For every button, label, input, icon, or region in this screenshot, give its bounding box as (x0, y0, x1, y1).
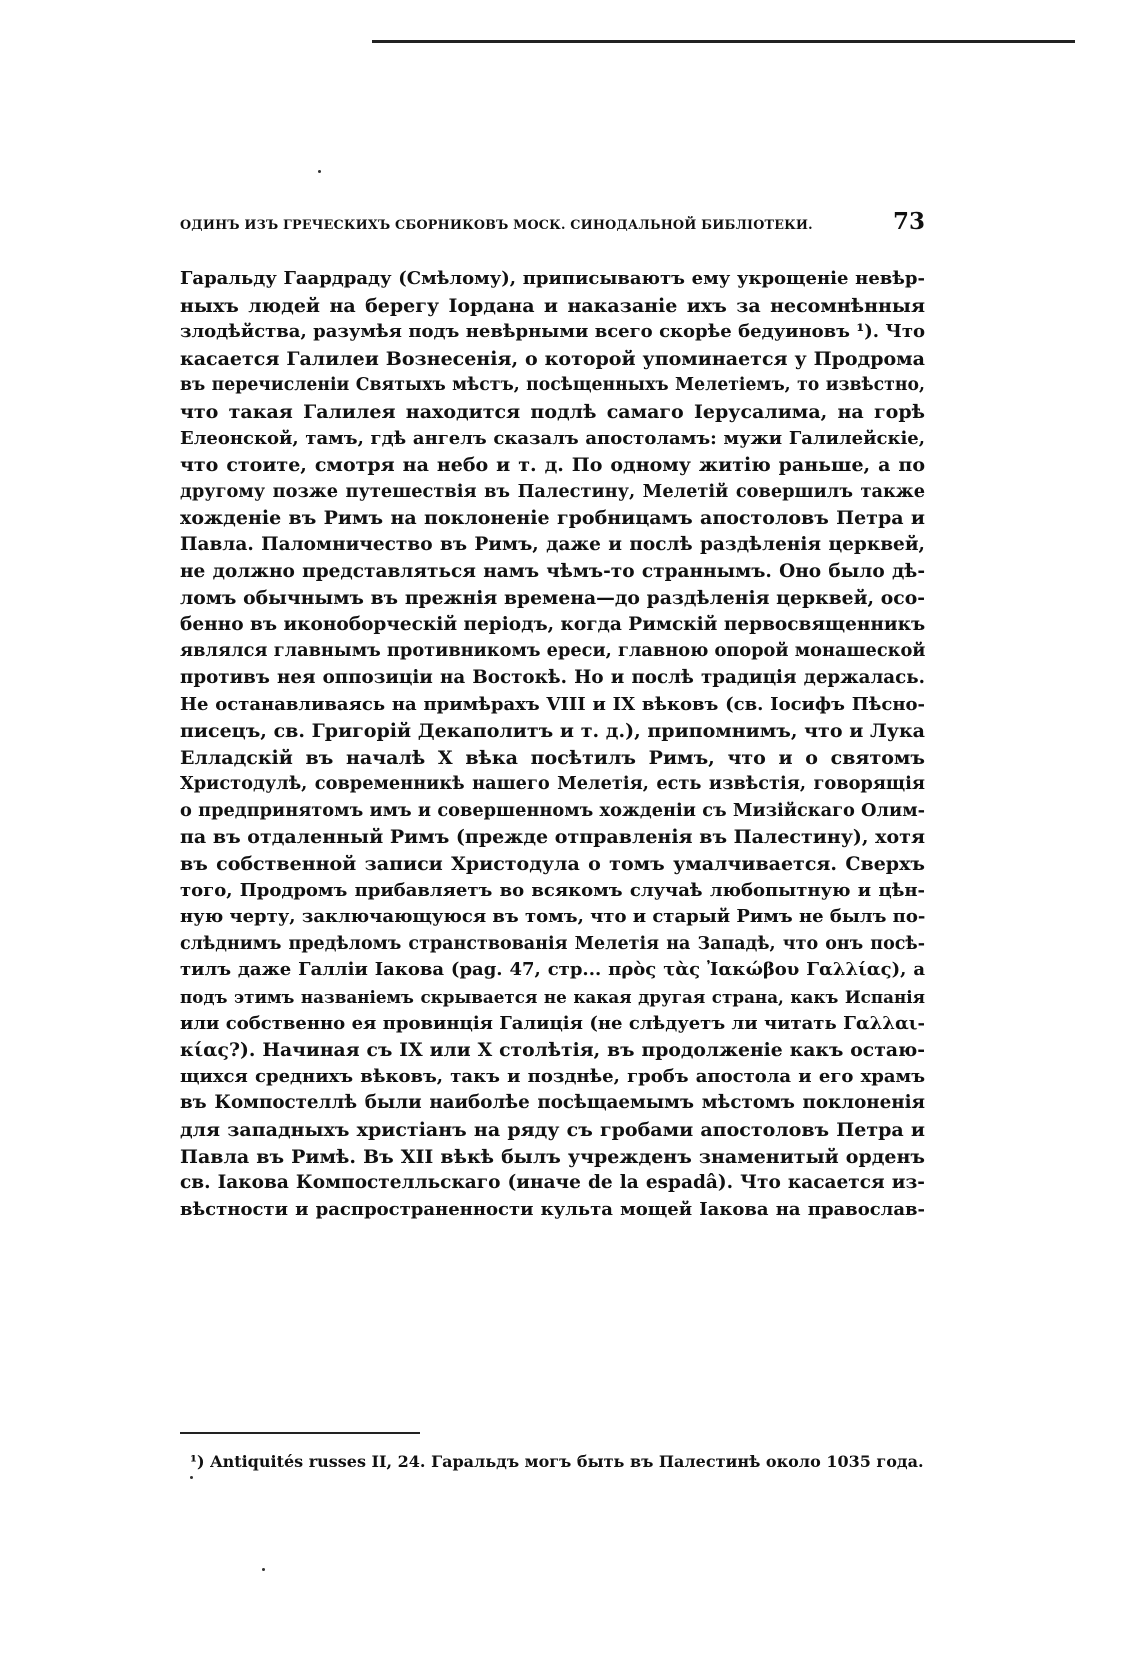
text-line: ныхъ людей на берегу Іордана и наказаніе ихъ за несомнѣнныя (180, 294, 925, 317)
text-line: злодѣйства, разумѣя подъ невѣрными всего скорѣе бедуиновъ ¹). Что (180, 321, 925, 343)
text-line: па въ отдаленный Римъ (прежде отправленія въ Палестину), хотя (180, 826, 925, 849)
text-line: что такая Галилея находится подлѣ самаго Іерусалима, на горѣ (180, 400, 925, 423)
text-line: щихся среднихъ вѣковъ, такъ и позднѣе, гробъ апостола и его храмъ (180, 1065, 925, 1087)
text-line: противъ нея оппозиціи на Востокѣ. Но и послѣ традиція держалась. (180, 666, 925, 688)
text-line: бенно въ иконоборческій періодъ, когда Римскій первосвященникъ (180, 613, 925, 635)
text-line: Елладскій въ началѣ X вѣка посѣтилъ Римъ, что и о святомъ (180, 746, 925, 769)
running-head: ОДИНЪ ИЗЪ ГРЕЧЕСКИХЪ СБОРНИКОВЪ МОСК. СИНОДАЛЬНОЙ БИБЛІОТЕКИ. (180, 218, 813, 233)
text-line: Елеонской, тамъ, гдѣ ангелъ сказалъ апостоламъ: мужи Галилейскіе, (180, 427, 925, 449)
page-number: 73 (892, 208, 925, 235)
text-line: писецъ, св. Григорій Декаполитъ и т. д.), припомнимъ, что и Лука (180, 720, 925, 743)
text-line: ную черту, заключающуюся въ томъ, что и старый Римъ не былъ по- (180, 906, 925, 928)
text-line: о предпринятомъ имъ и совершенномъ хожденіи съ Мизійскаго Олим- (180, 799, 925, 821)
text-line: κίας?). Начиная съ IX или X столѣтія, въ продолженіе какъ остаю- (180, 1039, 925, 1062)
text-line: въ перечисленіи Святыхъ мѣстъ, посѣщенныхъ Мелетіемъ, то извѣстно, (180, 375, 925, 396)
text-line: являлся главнымъ противникомъ ереси, главною опорой монашеской (180, 640, 925, 662)
print-speck (190, 1476, 193, 1479)
top-rule (372, 40, 1075, 43)
text-line: Павла. Паломничество въ Римъ, даже и послѣ раздѣленія церквей, (180, 533, 925, 555)
text-line: или собственно ея провинція Галиція (не слѣдуетъ ли читать Γαλλαι- (180, 1012, 925, 1034)
text-line: для западныхъ христіанъ на ряду съ гробами апостоловъ Петра и (180, 1119, 925, 1141)
text-line: вѣстности и распространенности культа мощей Іакова на православ- (180, 1198, 925, 1220)
text-line: тилъ даже Галліи Іакова (pag. 47, стр... πρὸς τὰς Ἰακώβου Γαλλίας), а (180, 959, 925, 981)
text-line: св. Іакова Компостелльскаго (иначе de la espadâ). Что касается из- (180, 1172, 925, 1194)
text-line: подъ этимъ названіемъ скрывается не какая другая страна, какъ Испанія (180, 987, 925, 1008)
text-line: другому позже путешествія въ Палестину, Мелетій совершилъ также (180, 480, 925, 502)
page-header (180, 208, 925, 248)
text-line: въ собственной записи Христодула о томъ умалчивается. Сверхъ (180, 853, 925, 876)
print-speck (318, 170, 321, 173)
text-line: Христодулѣ, современникѣ нашего Мелетія, есть извѣстія, говорящія (180, 773, 925, 795)
text-line: что стоите, смотря на небо и т. д. По одному житію раньше, а по (180, 454, 925, 477)
text-line: Гаральду Гаардраду (Смѣлому), приписываютъ ему укрощеніе невѣр- (180, 268, 925, 289)
footnote: ¹) Antiquités russes II, 24. Гаральдъ могъ быть въ Палестинѣ около 1035 года. (190, 1452, 924, 1471)
body-text (180, 266, 925, 1223)
footnote-rule (180, 1432, 420, 1434)
text-line: касается Галилеи Вознесенія, о которой упоминается у Продрома (180, 347, 925, 370)
print-speck (262, 1568, 265, 1571)
text-line: Не останавливаясь на примѣрахъ VIII и IX вѣковъ (св. Іосифъ Пѣсно- (180, 693, 925, 715)
text-line: въ Компостеллѣ были наиболѣе посѣщаемымъ мѣстомъ поклоненія (180, 1092, 925, 1114)
text-line: слѣднимъ предѣломъ странствованія Мелетія на Западѣ, что онъ посѣ- (180, 933, 925, 954)
text-line: ломъ обычнымъ въ прежнія времена—до раздѣленія церквей, осо- (180, 587, 925, 610)
text-line: хожденіе въ Римъ на поклоненіе гробницамъ апостоловъ Петра и (180, 507, 925, 530)
text-line: Павла въ Римѣ. Въ XII вѣкѣ былъ учрежденъ знаменитый орденъ (180, 1145, 925, 1168)
text-line: того, Продромъ прибавляетъ во всякомъ случаѣ любопытную и цѣн- (180, 879, 925, 901)
text-line: не должно представляться намъ чѣмъ-то страннымъ. Оно было дѣ- (180, 560, 925, 582)
